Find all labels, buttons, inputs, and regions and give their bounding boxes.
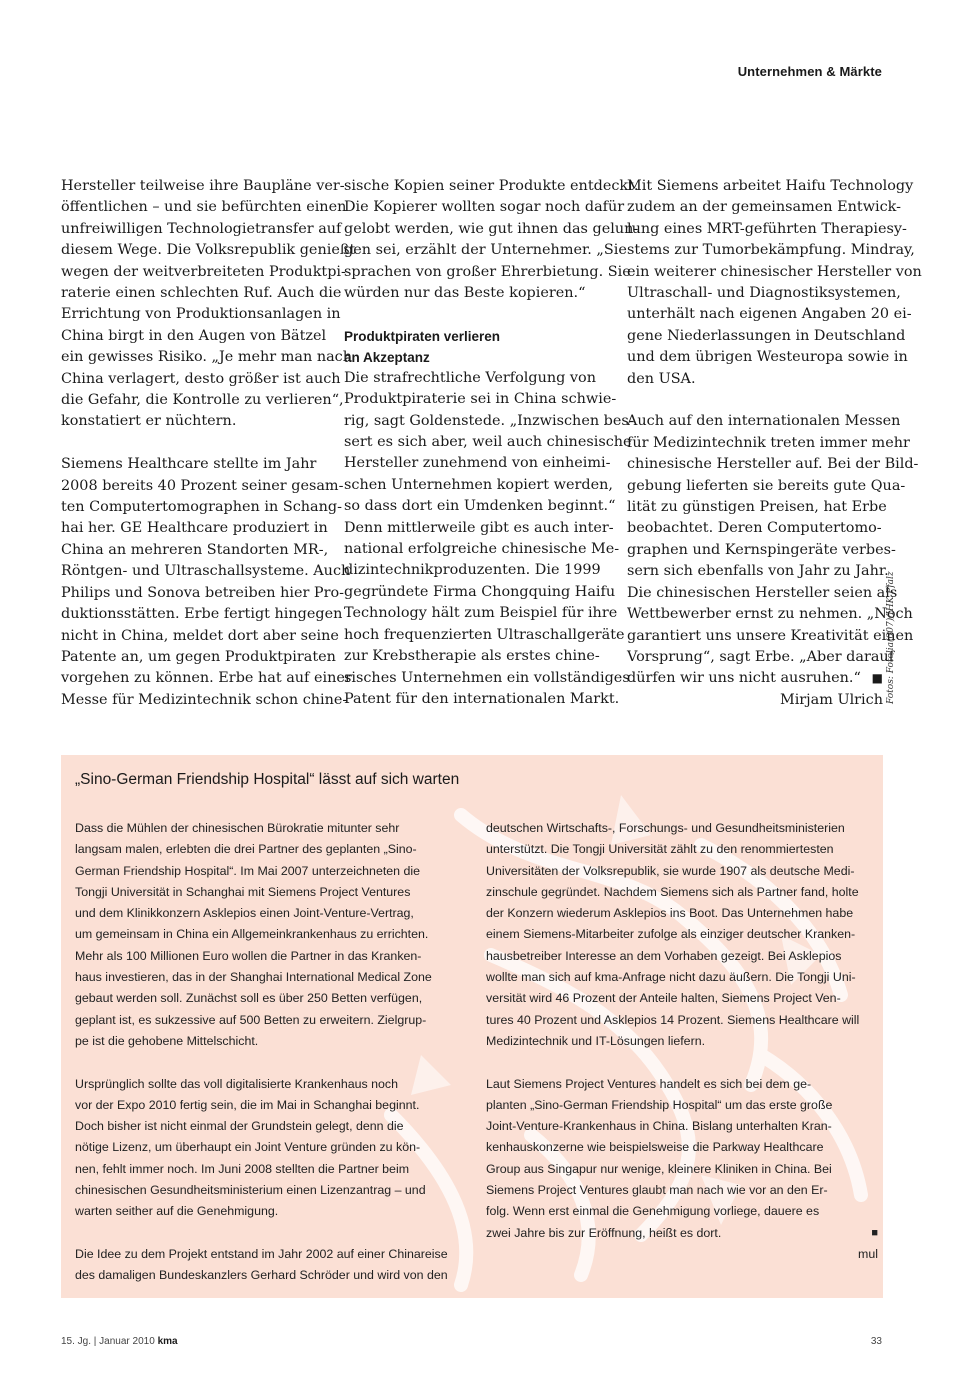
text-line: geplant ist, es sukzessive auf 500 Betten zu erweitern. Zielgrup- bbox=[75, 1012, 427, 1027]
text-line: Technology hält zum Beispiel für ihre bbox=[344, 605, 618, 622]
text-line: wollte man sich auf kma-Anfrage nicht dazu äußern. Die Tongji Uni- bbox=[486, 970, 856, 985]
text-line: ein weiterer chinesischer Hersteller von bbox=[627, 263, 922, 280]
text-line: und dem Klinikkonzern Asklepios einen Joint-Venture-Vertrag, bbox=[75, 906, 414, 921]
text-line: Doch bisher ist nicht einmal der Grundstein gelegt, denn die bbox=[75, 1119, 404, 1134]
text-line: beobachtet. Deren Computertomo- bbox=[627, 520, 882, 537]
text-line: Vorsprung“, sagt Erbe. „Aber darauf bbox=[627, 648, 895, 665]
text-line: dürfen wir uns nicht ausruhen.“ ■ bbox=[627, 668, 883, 689]
text-line: Siemens Healthcare stellte im Jahr bbox=[61, 456, 317, 473]
text-line: an Akzeptanz bbox=[344, 349, 430, 365]
text-line: Siemens Project Ventures glaubt man nach wie vor an den Er- bbox=[486, 1183, 828, 1198]
footer-issue bbox=[61, 1336, 178, 1347]
text-line: der Konzern wiederum Asklepios ins Boot. Das Unternehmen habe bbox=[486, 906, 854, 921]
text-line: folg. Wenn erst einmal die Genehmigung vorliege, dauere es bbox=[486, 1204, 820, 1219]
text-line: zwei Jahre bis zur Eröffnung, heißt es dort. ■ bbox=[486, 1223, 878, 1244]
text-line: einem Siemens-Mitarbeiter zufolge als einziger deutscher Kranken- bbox=[486, 927, 856, 942]
text-line: Mehr als 100 Millionen Euro wollen die Partner in das Kranken- bbox=[75, 948, 422, 963]
text-line: zinschule gegründet. Nachdem Siemens sich als Partner fand, holte bbox=[486, 884, 859, 899]
text-line: 2008 bereits 40 Prozent seiner gesam- bbox=[61, 477, 344, 494]
author-name: Mirjam Ulrich bbox=[779, 691, 883, 708]
text-line: Patent für den internationalen Markt. bbox=[344, 690, 620, 707]
text-line: tures 40 Prozent und Asklepios 14 Prozent. Siemens Healthcare will bbox=[486, 1012, 860, 1027]
text-line: Joint-Venture-Krankenhaus in China. Bislang unterhalten Kran- bbox=[486, 1119, 832, 1134]
text-line: Hersteller teilweise ihre Baupläne ver- bbox=[61, 178, 345, 194]
text-line: nen, fehlt immer noch. Im Juni 2008 stellten die Partner beim bbox=[75, 1161, 410, 1176]
text-line: öffentlichen – und sie befürchten einen bbox=[61, 199, 347, 216]
text-line: nötige Lizenz, um überhaupt ein Joint Venture gründen zu kön- bbox=[75, 1140, 421, 1155]
text-line: Wettbewerber ernst zu nehmen. „Noch bbox=[627, 606, 913, 623]
text-line: warten seither auf die Genehmigung. bbox=[75, 1204, 279, 1219]
text-line: würden nur das Beste kopieren.“ bbox=[344, 285, 586, 302]
text-line: um gemeinsam in China ein Allgemeinkrankenhaus zu errichten. bbox=[75, 927, 429, 942]
text-line: so dass dort ein Umdenken beginnt.“ bbox=[344, 498, 616, 515]
text-line: sisches Unternehmen ein vollständiges bbox=[344, 669, 630, 686]
text-line: kenhauskonzerne wie beispielsweise die Parkway Healthcare bbox=[486, 1140, 824, 1155]
text-line: Errichtung von Produktionsanlagen in bbox=[61, 306, 341, 323]
sidebar-box bbox=[61, 755, 883, 1298]
text-line: ein gewisses Risiko. „Je mehr man nach bbox=[61, 349, 353, 366]
text-line: hausbetreiber Interesse an dem Vorhaben gezeigt. Bei Asklepios bbox=[486, 948, 842, 963]
article-column-2 bbox=[344, 176, 639, 710]
text-line: Medizintechnik und IT-Lösungen liefern. bbox=[486, 1033, 706, 1048]
box-end-mark: ■ bbox=[871, 1226, 878, 1239]
text-line: haus investieren, das in der Shanghai International Medical Zone bbox=[75, 970, 432, 985]
text-line: national erfolgreiche chinesische Me- bbox=[344, 541, 620, 558]
article-column-1 bbox=[61, 176, 356, 711]
text-line: graphen und Kernspingeräte verbes- bbox=[627, 541, 896, 558]
text-line: dizintechnikproduzenten. Die 1999 bbox=[344, 562, 601, 579]
text-line: versität wird 46 Prozent der Anteile halten, Siemens Project Ven- bbox=[486, 991, 841, 1006]
text-line: unterhält nach eigenen Angaben 20 ei- bbox=[627, 306, 912, 323]
text-line: Tongji Universität in Schanghai mit Siemens Project Ventures bbox=[75, 884, 411, 899]
text-line: gebung lieferten sie bereits gute Qua- bbox=[627, 477, 906, 494]
text-line: und dem übrigen Westeuropa sowie in bbox=[627, 349, 908, 366]
box-author: mul bbox=[858, 1246, 878, 1261]
photo-credit: Fotos: Fotolia(007)/IHK Pfalz bbox=[886, 571, 896, 704]
text-line: Laut Siemens Project Ventures handelt es sich bei dem ge- bbox=[486, 1076, 812, 1091]
text-line: stems zur Tumorbekämpfung. Mindray, bbox=[627, 242, 915, 259]
text-line: hai her. GE Healthcare produziert in bbox=[61, 520, 328, 537]
text-line: gelobt werden, wie gut ihnen das gelun- bbox=[344, 220, 639, 237]
text-line: wegen der weitverbreiteten Produktpi- bbox=[61, 263, 346, 280]
text-line: langsam malen, erlebten die drei Partner des geplanten „Sino- bbox=[75, 842, 417, 857]
text-line: Produktpiraten verlieren bbox=[344, 328, 501, 344]
text-line: zudem an der gemeinsamen Entwick- bbox=[627, 199, 901, 216]
text-line: gebaut werden soll. Zunächst soll es über 250 Betten verfügen, bbox=[75, 991, 423, 1006]
text-line: rig, sagt Goldenstede. „Inzwischen bes- bbox=[344, 412, 634, 429]
text-line: Ultraschall- und Diagnostiksystemen, bbox=[627, 285, 901, 302]
text-line: für Medizintechnik treten immer mehr bbox=[627, 434, 910, 451]
text-line: die Gefahr, die Kontrolle zu verlieren“, bbox=[61, 392, 344, 409]
page-number: 33 bbox=[870, 1336, 882, 1347]
text-line: China birgt in den Augen von Bätzel bbox=[61, 327, 327, 344]
subheading bbox=[344, 326, 600, 368]
text-line: Universitäten der Volksrepublik, sie wurde 1907 als deutsche Medi- bbox=[486, 863, 855, 878]
box-column-2 bbox=[486, 818, 878, 1265]
text-line: ten Computertomographen in Schang- bbox=[61, 499, 342, 516]
text-line: deutschen Wirtschafts-, Forschungs- und Gesundheitsministerien bbox=[486, 821, 845, 835]
text-line: hoch frequenzierten Ultraschallgeräte bbox=[344, 626, 625, 643]
text-line: gegründete Firma Chongquing Haifu bbox=[344, 583, 616, 600]
text-line: China verlagert, desto größer ist auch bbox=[61, 370, 341, 387]
text-line: Röntgen- und Ultraschallsysteme. Auch bbox=[61, 563, 351, 580]
section-header: Unternehmen & Märkte bbox=[737, 64, 882, 79]
text-line: gen sei, erzählt der Unternehmer. „Sie bbox=[344, 242, 627, 259]
text-line: vor der Expo 2010 fertig sein, die im Mai in Schanghai beginnt. bbox=[75, 1097, 420, 1112]
box-title: „Sino-German Friendship Hospital“ lässt auf sich warten bbox=[75, 771, 460, 788]
text-line: Patente an, um gegen Produktpiraten bbox=[61, 648, 336, 665]
text-line: Auch auf den internationalen Messen bbox=[627, 413, 901, 430]
box-column-1 bbox=[75, 818, 467, 1287]
brand-logo: kma bbox=[157, 1336, 178, 1347]
text-line: German Friendship Hospital“. Im Mai 2007 unterzeichneten die bbox=[75, 863, 421, 878]
text-line: Group aus Singapur nur wenige, kleinere Kliniken in China. Bei bbox=[486, 1161, 832, 1176]
text-line: vorgehen zu können. Erbe hat auf einer bbox=[61, 670, 352, 687]
text-line: Die Kopierer wollten sogar noch dafür bbox=[344, 199, 625, 216]
text-line: des damaligen Bundeskanzlers Gerhard Schröder und wird von den bbox=[75, 1268, 448, 1283]
text-line: konstatiert er nüchtern. bbox=[61, 413, 237, 430]
text-line: diesem Wege. Die Volksrepublik genießt bbox=[61, 242, 356, 259]
issue-info: 15. Jg. | Januar 2010 bbox=[61, 1336, 155, 1347]
text-line: China an mehreren Standorten MR-, bbox=[61, 541, 329, 558]
text-line: unfreiwilligen Technologietransfer auf bbox=[61, 220, 342, 237]
text-line: chinesische Hersteller auf. Bei der Bild- bbox=[627, 456, 919, 473]
text-line: sische Kopien seiner Produkte entdeckt. bbox=[344, 178, 639, 194]
text-line: Messe für Medizintechnik schon chine- bbox=[61, 691, 348, 708]
text-line: duktionsstätten. Erbe fertigt hingegen bbox=[61, 606, 343, 623]
text-line: Die chinesischen Hersteller seien als bbox=[627, 584, 898, 601]
text-line: Mit Siemens arbeitet Haifu Technology bbox=[627, 178, 914, 194]
text-line: lung eines MRT-geführten Therapiesy- bbox=[627, 220, 907, 237]
text-line: Ursprünglich sollte das voll digitalisierte Krankenhaus noch bbox=[75, 1076, 399, 1091]
text-line: sert es sich aber, weil auch chinesische bbox=[344, 434, 632, 451]
text-line: den USA. bbox=[627, 370, 696, 387]
text-line: planten „Sino-German Friendship Hospital“ um das erste große bbox=[486, 1097, 833, 1112]
text-line: Hersteller zunehmend von einheimi- bbox=[344, 455, 611, 472]
text-line: lität zu günstigen Preisen, hat Erbe bbox=[627, 499, 887, 516]
text-line: raterie einen schlechten Ruf. Auch die bbox=[61, 285, 342, 302]
text-line: Denn mittlerweile gibt es auch inter- bbox=[344, 519, 614, 536]
text-line: schen Unternehmen kopiert werden, bbox=[344, 476, 613, 493]
end-mark: ■ bbox=[871, 671, 883, 686]
text-line: Dass die Mühlen der chinesischen Bürokratie mitunter sehr bbox=[75, 821, 400, 835]
text-line: Philips und Sonova betreiben hier Pro- bbox=[61, 584, 344, 601]
text-line: sern sich ebenfalls von Jahr zu Jahr. bbox=[627, 563, 889, 580]
text-line: Die Idee zu dem Projekt entstand im Jahr 2002 auf einer Chinareise bbox=[75, 1246, 448, 1261]
text-line: Produktpiraterie sei in China schwie- bbox=[344, 391, 617, 408]
text-line: Die strafrechtliche Verfolgung von bbox=[344, 369, 596, 386]
text-line: garantiert uns unsere Kreativität einen bbox=[627, 627, 914, 644]
text-line: zur Krebstherapie als erstes chine- bbox=[344, 648, 600, 665]
text-line: unterstützt. Die Tongji Universität zählt zu den renommiertesten bbox=[486, 842, 834, 857]
text-line: nicht in China, meldet dort aber seine bbox=[61, 627, 339, 644]
text-line: chinesischen Gesundheitsministerium einen Lizenzantrag – und bbox=[75, 1183, 426, 1198]
text-line: sprachen von großer Ehrerbietung. Sie bbox=[344, 263, 631, 280]
text-line: gene Niederlassungen in Deutschland bbox=[627, 327, 906, 344]
text-line: pe ist die gehobene Mittelschicht. bbox=[75, 1033, 259, 1048]
